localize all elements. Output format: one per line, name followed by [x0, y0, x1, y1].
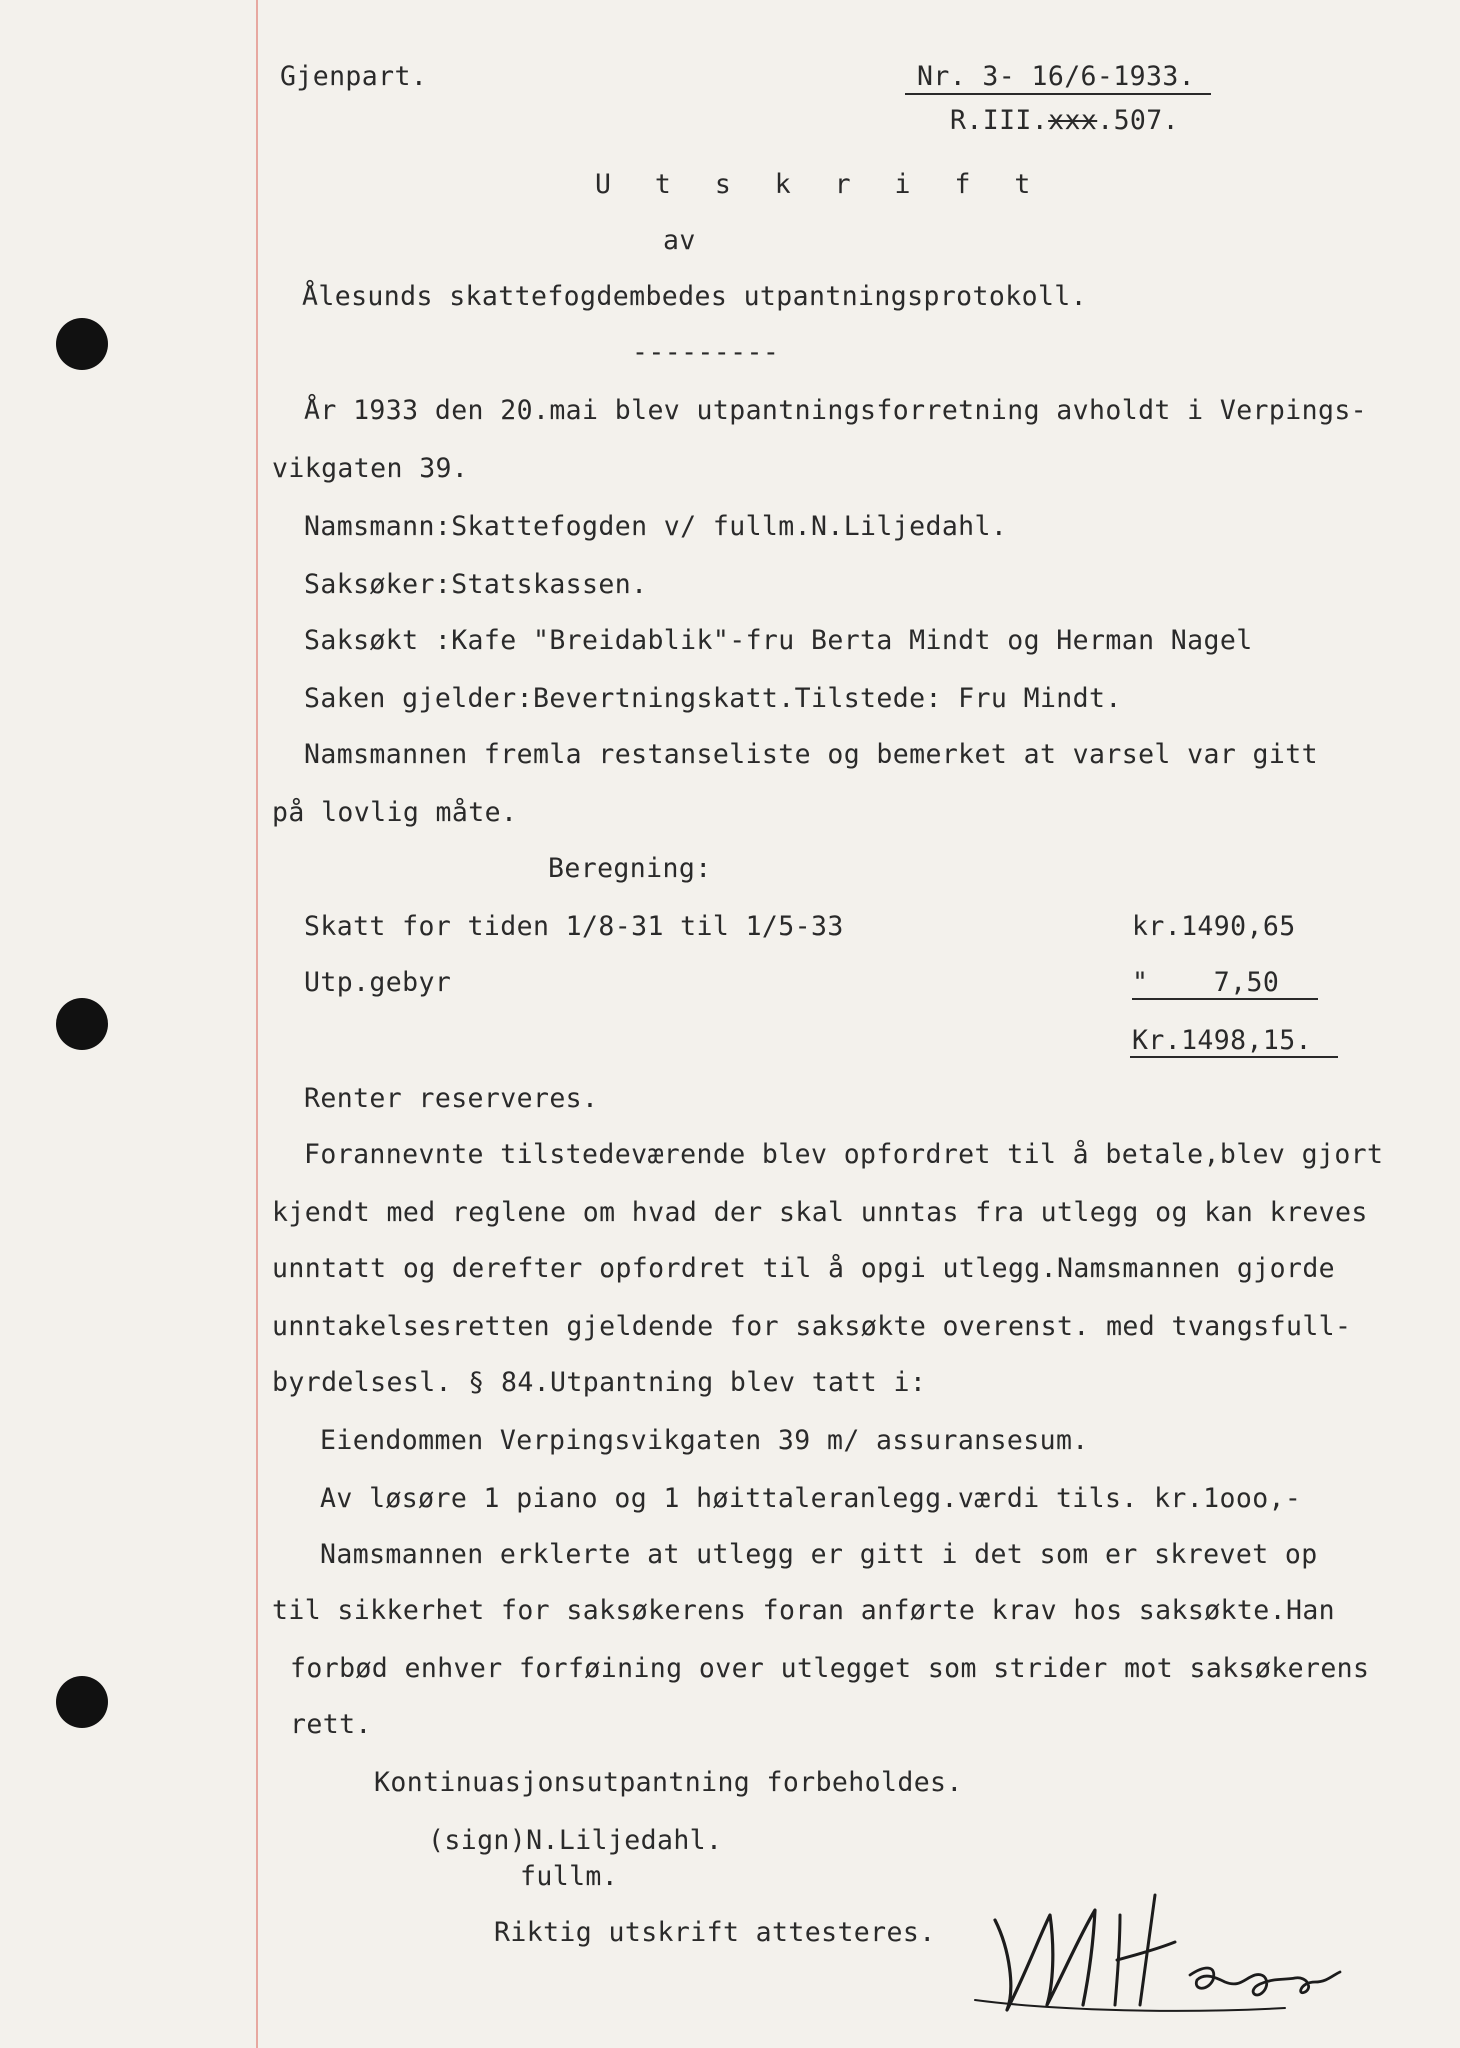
- body-line: Namsmannen erklerte at utlegg er gitt i det som er skrevet op: [320, 1539, 1318, 1570]
- punch-hole-top: [56, 318, 108, 370]
- saksokt-line: Saksøkt :Kafe "Breidablik"-fru Berta Mindt og Herman Nagel: [304, 625, 1253, 656]
- body-line: unntatt og derefter opfordret til å opgi utlegg.Namsmannen gjorde: [272, 1253, 1336, 1284]
- saken-line: Saken gjelder:Bevertningskatt.Tilstede: Fru Mindt.: [304, 683, 1122, 714]
- body-line: Forannevnte tilstedeværende blev opfordret til å betale,blev gjort: [304, 1139, 1384, 1170]
- calculation-amount: " 7,50: [1132, 967, 1280, 998]
- seized-item: Av løsøre 1 piano og 1 høittaleranlegg.værdi tils. kr.1ooo,-: [320, 1483, 1302, 1514]
- title-av: av: [663, 225, 696, 256]
- punch-hole-middle: [56, 998, 108, 1050]
- saksoker-line: Saksøker:Statskassen.: [304, 569, 648, 600]
- case-number-underline: [905, 93, 1211, 95]
- calculation-heading: Beregning:: [548, 853, 712, 884]
- body-line: forbød enhver forføining over utlegget som strider mot saksøkerens: [290, 1653, 1370, 1684]
- body-line: vikgaten 39.: [272, 453, 469, 484]
- attestation-line: Riktig utskrift attesteres.: [494, 1917, 936, 1948]
- handwritten-signature: [955, 1880, 1395, 2020]
- total-underline: [1130, 1056, 1338, 1058]
- signature-title: fullm.: [520, 1861, 619, 1892]
- sum-underline: [1132, 998, 1318, 1000]
- body-line: unntakelsesretten gjeldende for saksøkte overenst. med tvangsfull-: [272, 1311, 1352, 1342]
- body-line: År 1933 den 20.mai blev utpantningsforretning avholdt i Verpings-: [304, 395, 1368, 426]
- signature-text: (sign)N.Liljedahl.: [428, 1825, 723, 1856]
- protocol-title: Ålesunds skattefogdembedes utpantningsprotokoll.: [302, 281, 1088, 312]
- margin-line: [256, 0, 258, 2048]
- body-line: kjendt med reglene om hvad der skal unntas fra utlegg og kan kreves: [272, 1197, 1368, 1228]
- body-line: rett.: [290, 1709, 372, 1740]
- case-number: Nr. 3- 16/6-1933.: [917, 61, 1196, 92]
- calculation-label: Skatt for tiden 1/8-31 til 1/5-33: [304, 911, 844, 942]
- copy-label: Gjenpart.: [280, 61, 428, 92]
- body-line: Namsmannen fremla restanseliste og bemerket at varsel var gitt: [304, 739, 1318, 770]
- calculation-total: Kr.1498,15.: [1132, 1025, 1312, 1056]
- title-divider: ---------: [632, 337, 780, 368]
- calculation-label: Utp.gebyr: [304, 967, 452, 998]
- register-ref-page: .507.: [1097, 105, 1179, 136]
- body-line: til sikkerhet for saksøkerens foran anførte krav hos saksøkte.Han: [272, 1595, 1336, 1626]
- seized-item: Eiendommen Verpingsvikgaten 39 m/ assuransesum.: [320, 1425, 1089, 1456]
- body-line: byrdelsesl. § 84.Utpantning blev tatt i:: [272, 1367, 927, 1398]
- kontinuasjon-line: Kontinuasjonsutpantning forbeholdes.: [374, 1767, 963, 1798]
- register-ref-struck: xxx: [1048, 105, 1098, 136]
- register-ref-prefix: R.III.: [950, 105, 1049, 136]
- document-title: U t s k r i f t: [595, 169, 1045, 200]
- namsmann-line: Namsmann:Skattefogden v/ fullm.N.Liljedahl.: [304, 511, 1008, 542]
- body-line: på lovlig måte.: [272, 797, 518, 828]
- calculation-amount: kr.1490,65: [1132, 911, 1296, 942]
- renter-line: Renter reserveres.: [304, 1083, 599, 1114]
- punch-hole-bottom: [56, 1676, 108, 1728]
- register-reference: [950, 104, 1179, 138]
